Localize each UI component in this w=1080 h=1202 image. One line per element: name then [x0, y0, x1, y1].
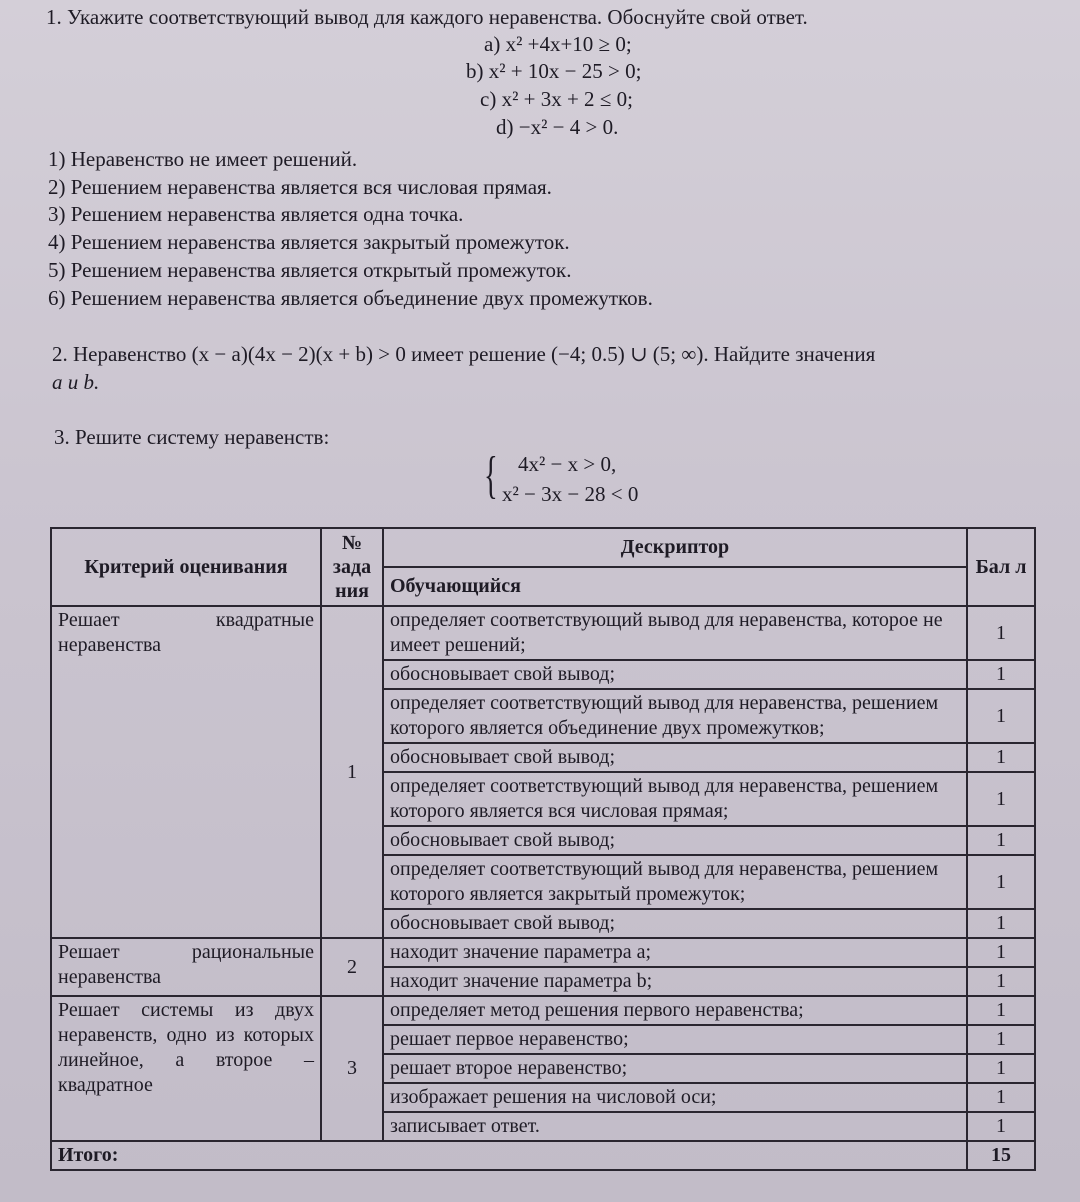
descriptor-cell: находит значение параметра b;	[383, 967, 967, 996]
points-cell: 1	[967, 1083, 1035, 1112]
descriptor-cell: обосновывает свой вывод;	[383, 909, 967, 938]
descriptor-cell: записывает ответ.	[383, 1112, 967, 1141]
header-learner: Обучающийся	[383, 567, 967, 606]
system-line-1: 4x² − x > 0,	[518, 452, 617, 476]
task-number-cell: 1	[321, 606, 383, 938]
rubric-header-row	[51, 528, 1035, 567]
task-number-cell: 2	[321, 938, 383, 996]
assessment-rubric-table	[50, 527, 1036, 1171]
points-cell: 1	[967, 660, 1035, 689]
points-cell: 1	[967, 743, 1035, 772]
descriptor-cell: изображает решения на числовой оси;	[383, 1083, 967, 1112]
points-cell: 1	[967, 772, 1035, 826]
task2-text: 2. Неравенство (x − a)(4x − 2)(x + b) > 0 имеет решение (−4; 0.5) ∪ (5; ∞). Найдите значения	[52, 342, 876, 366]
descriptor-cell: определяет метод решения первого неравенства;	[383, 996, 967, 1025]
points-cell: 1	[967, 909, 1035, 938]
option-3: 3) Решением неравенства является одна точка.	[48, 202, 464, 226]
points-cell: 1	[967, 967, 1035, 996]
option-4: 4) Решением неравенства является закрытый промежуток.	[48, 230, 570, 254]
points-cell: 1	[967, 996, 1035, 1025]
task3-heading: 3. Решите систему неравенств:	[54, 425, 330, 449]
inequality-d: d) −x² − 4 > 0.	[496, 115, 619, 139]
descriptor-cell: определяет соответствующий вывод для неравенства, решением которого является вся числовая прямая;	[383, 772, 967, 826]
system-brace: {	[484, 447, 498, 504]
descriptor-cell: определяет соответствующий вывод для неравенства, которое не имеет решений;	[383, 606, 967, 660]
criterion-cell: Решает рациональные неравенства	[51, 938, 321, 996]
descriptor-cell: обосновывает свой вывод;	[383, 826, 967, 855]
criterion-cell: Решает системы из двух неравенств, одно из которых линейное, а второе – квадратное	[51, 996, 321, 1141]
header-criterion: Критерий оценивания	[51, 528, 321, 606]
descriptor-cell: обосновывает свой вывод;	[383, 660, 967, 689]
option-2: 2) Решением неравенства является вся числовая прямая.	[48, 175, 552, 199]
descriptor-cell: определяет соответствующий вывод для неравенства, решением которого является закрытый промежуток;	[383, 855, 967, 909]
table-row	[51, 606, 1035, 660]
points-cell: 1	[967, 1112, 1035, 1141]
points-cell: 1	[967, 938, 1035, 967]
option-5: 5) Решением неравенства является открытый промежуток.	[48, 258, 572, 282]
option-6: 6) Решением неравенства является объединение двух промежутков.	[48, 286, 653, 310]
header-points: Бал л	[967, 528, 1035, 606]
inequality-a: a) x² +4x+10 ≥ 0;	[484, 32, 632, 56]
descriptor-cell: находит значение параметра a;	[383, 938, 967, 967]
points-cell: 1	[967, 826, 1035, 855]
header-task-number: № зада ния	[321, 528, 383, 606]
option-1: 1) Неравенство не имеет решений.	[48, 147, 358, 171]
task1-heading: 1. Укажите соответствующий вывод для каждого неравенства. Обоснуйте свой ответ.	[46, 5, 808, 29]
table-row	[51, 996, 1035, 1025]
points-cell: 1	[967, 689, 1035, 743]
descriptor-cell: решает первое неравенство;	[383, 1025, 967, 1054]
inequality-b: b) x² + 10x − 25 > 0;	[466, 59, 642, 83]
criterion-cell: Решает квадратные неравенства	[51, 606, 321, 938]
descriptor-cell: обосновывает свой вывод;	[383, 743, 967, 772]
descriptor-cell: решает второе неравенство;	[383, 1054, 967, 1083]
header-descriptor: Дескриптор	[383, 528, 967, 567]
inequality-c: c) x² + 3x + 2 ≤ 0;	[480, 87, 633, 111]
task2-text-cont: a и b.	[52, 370, 100, 394]
points-cell: 1	[967, 606, 1035, 660]
total-row	[51, 1141, 1035, 1170]
total-label: Итого:	[51, 1141, 967, 1170]
points-cell: 1	[967, 855, 1035, 909]
task-number-cell: 3	[321, 996, 383, 1141]
table-row	[51, 938, 1035, 967]
points-cell: 1	[967, 1054, 1035, 1083]
descriptor-cell: определяет соответствующий вывод для неравенства, решением которого является объединение двух промежутков;	[383, 689, 967, 743]
total-points: 15	[967, 1141, 1035, 1170]
system-line-2: x² − 3x − 28 < 0	[502, 482, 639, 506]
points-cell: 1	[967, 1025, 1035, 1054]
